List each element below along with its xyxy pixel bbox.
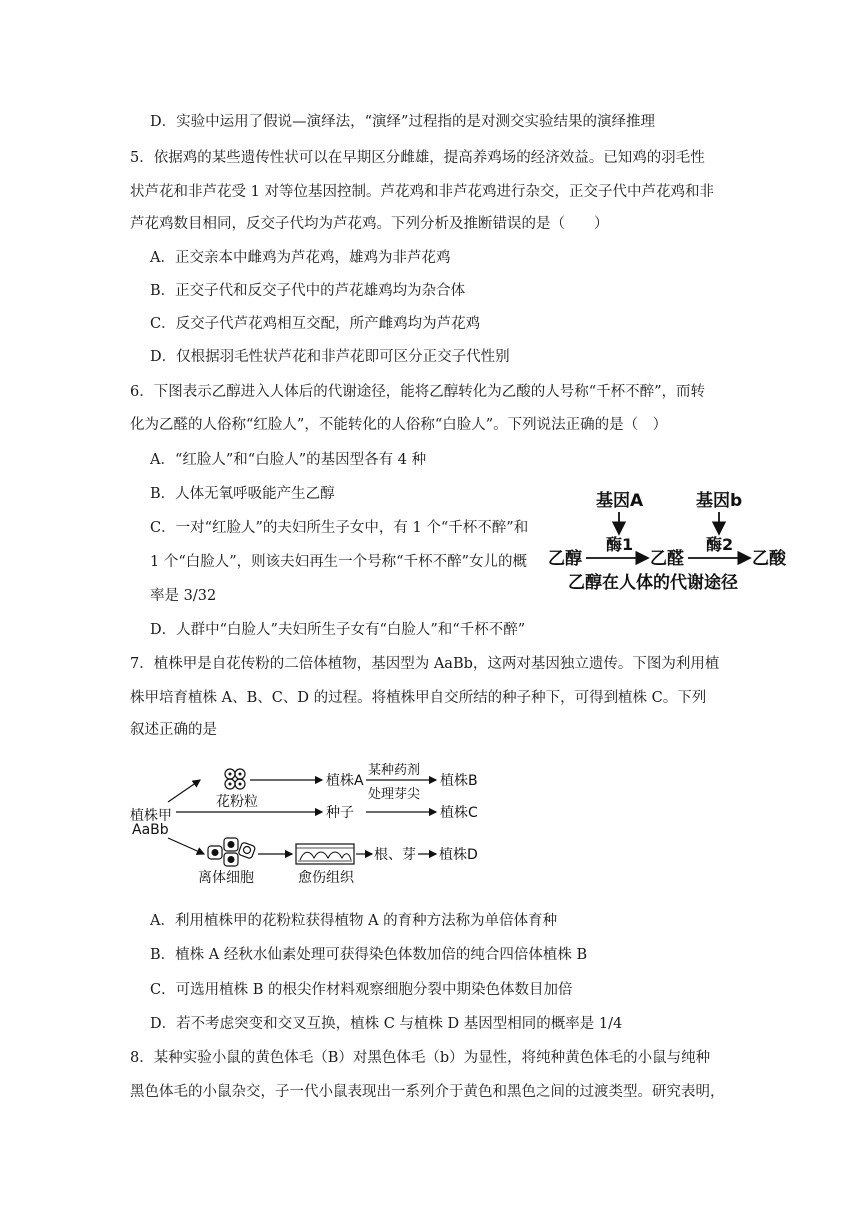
plant-d-label: 植株D [439,847,478,863]
q6-stem-line2: 化为乙醛的人俗称“红脸人”，不能转化的人俗称“白脸人”。下列说法正确的是（ ） [130,417,668,433]
q7-stem-line3: 叙述正确的是 [130,722,217,738]
seed-label: 种子 [326,805,354,821]
gene-b-label: 基因b [696,491,743,511]
q7-option-c: C．可选用植株 B 的根尖作材料观察细胞分裂中期染色体数目加倍 [150,982,573,998]
diagram1-caption: 乙醇在人体的代谢途径 [568,573,738,593]
to-pollen-arrow [168,780,200,802]
q5-stem-line2: 状芦花和非芦花受 1 对等位基因控制。芦花鸡和非芦花鸡进行杂交，正交子代中芦花鸡和非 [130,184,714,200]
plant-a-label: 植株A [326,773,364,789]
to-cells-arrow [168,838,204,854]
pollen-label: 花粉粒 [216,794,258,810]
treatment-label-top: 某种药剂 [368,763,421,778]
q6-option-d: D．人群中“白脸人”夫妇所生子女有“白脸人”和“千杯不醉” [150,622,526,638]
q8-stem-line1: 8．某种实验小鼠的黄色体毛（B）对黑色体毛（b）为显性，将纯种黄色体毛的小鼠与纯种 [130,1050,711,1066]
q6-option-c-line2: 1 个“白脸人”，则该夫妇再生一个号称“千杯不醉”女儿的概 [150,554,527,570]
q7-stem-line1: 7．植株甲是自花传粉的二倍体植物，基因型为 AaBb，这两对基因独立遗传。下图为利用植 [130,656,720,672]
q5-stem-line1: 5．依据鸡的某些遗传性状可以在早期区分雌雄，提高养鸡场的经济效益。已知鸡的羽毛性 [130,150,705,166]
q6-stem-line1: 6．下图表示乙醇进入人体后的代谢途径，能将乙醇转化为乙酸的人号称“千杯不醉”，而转 [130,384,706,400]
gene-a-label: 基因A [596,491,644,511]
q5-stem-line3: 芦花鸡数目相同，反交子代均为芦花鸡。下列分析及推断错误的是（ ） [130,216,609,232]
enzyme2-label: 酶2 [706,535,734,554]
plant-breeding-diagram [128,758,508,888]
pollen-grains-icon [225,769,245,789]
q6-option-c-line3: 率是 3/32 [150,588,217,604]
q5-option-c: C．反交子代芦花鸡相互交配，所产雌鸡均为芦花鸡 [150,316,481,332]
q6-option-b: B．人体无氧呼吸能产生乙醇 [150,486,335,502]
acetic-acid-label: 乙酸 [752,549,786,569]
acetaldehyde-label: 乙醛 [650,549,684,569]
q7-option-b: B．植株 A 经秋水仙素处理可获得染色体数加倍的纯合四倍体植株 B [150,947,588,963]
ethanol-label: 乙醇 [548,549,582,569]
q6-option-a: A．“红脸人”和“白脸人”的基因型各有 4 种 [150,452,427,468]
enzyme1-label: 酶1 [606,535,634,554]
plant-jia-label: 植株甲 [130,808,172,824]
q4-option-d: D．实验中运用了假说—演绎法，“演绎”过程指的是对测交实验结果的演绎推理 [150,114,655,130]
q6-option-c-line1: C．一对“红脸人”的夫妇所生子女中，有 1 个“千杯不醉”和 [150,520,529,536]
q5-option-a: A．正交亲本中雌鸡为芦花鸡，雄鸡为非芦花鸡 [150,250,451,266]
isolated-cells-icon [208,838,256,866]
ethanol-metabolism-diagram [546,484,796,596]
plant-c-label: 植株C [440,805,478,821]
isolated-cells-label: 离体细胞 [198,870,254,886]
plant-b-label: 植株B [440,773,478,789]
q8-stem-line2: 黑色体毛的小鼠杂交，子一代小鼠表现出一系列介于黄色和黑色之间的过渡类型。研究表明， [130,1084,725,1100]
q5-option-d: D．仅根据羽毛性状芦花和非芦花即可区分正交子代性别 [150,349,510,365]
q7-option-d: D．若不考虑突变和交叉互换，植株 C 与植株 D 基因型相同的概率是 1/4 [150,1016,623,1032]
treatment-label-bottom: 处理芽尖 [368,787,421,802]
plant-jia-genotype: AaBb [132,822,169,838]
q5-option-b: B．正交子代和反交子代中的芦花雄鸡均为杂合体 [150,283,466,299]
root-bud-label: 根、芽 [374,847,416,863]
q7-stem-line2: 株甲培育植株 A、B、C、D 的过程。将植株甲自交所结的种子种下，可得到植株 C。下列 [130,690,707,706]
callus-culture-icon [296,844,354,864]
q7-option-a: A．利用植株甲的花粉粒获得植物 A 的育种方法称为单倍体育种 [150,913,558,929]
callus-label: 愈伤组织 [298,870,354,886]
